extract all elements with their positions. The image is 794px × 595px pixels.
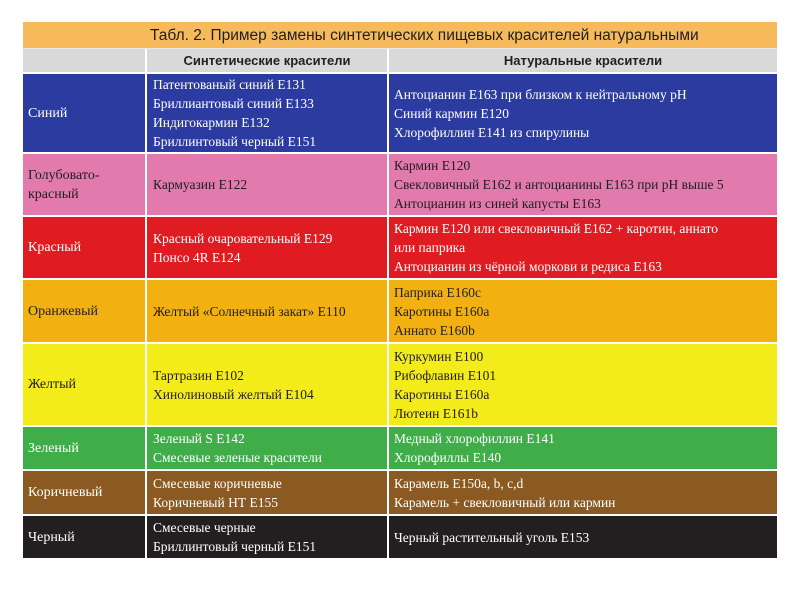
table-row: [23, 514, 777, 558]
synthetic-dyes-cell: Зеленый S Е142 Смесевые зеленые красители: [153, 431, 322, 465]
color-name-cell: Оранжевый: [28, 303, 99, 319]
synthetic-dyes-cell: Красный очаровательный Е129 Понсо 4R Е124: [153, 230, 333, 265]
natural-dyes-cell: Медный хлорофиллин Е141 Хлорофиллы Е140: [394, 431, 555, 465]
synthetic-dyes-cell: Тартразин Е102 Хинолиновый желтый Е104: [153, 367, 314, 402]
color-name-cell: Черный: [28, 529, 75, 545]
color-name-cell: Желтый: [28, 377, 77, 392]
color-name-cell: Красный: [28, 240, 82, 255]
header-synthetic: Синтетические красители: [145, 49, 387, 72]
natural-dyes-cell: Антоцианин Е163 при близком к нейтральному pH Синий кармин Е120 Хлорофиллин Е141 из спирулины: [394, 86, 687, 140]
synthetic-dyes-cell: Патентованый синий Е131 Бриллиантовый синий Е133 Индигокармин Е132 Бриллинтовый черный Е151: [153, 77, 317, 149]
table-row: [23, 425, 777, 469]
natural-dyes-cell: Паприка Е160с Каротины Е160а Аннато Е160b: [394, 284, 490, 338]
table-row: [23, 152, 777, 215]
header-natural: Натуральные красители: [387, 49, 777, 72]
synthetic-dyes-cell: Желтый «Солнечный закат» Е110: [153, 303, 346, 319]
natural-dyes-cell: Карамель Е150а, b, c,d Карамель + свекловичный или кармин: [394, 475, 616, 510]
table-title: Табл. 2. Пример замены синтетических пищевых красителей натуральными: [23, 22, 777, 49]
table-header: [23, 49, 777, 72]
dyes-table: [23, 22, 777, 565]
table-row: [23, 72, 777, 152]
table-row: [23, 342, 777, 425]
color-name-cell: Синий: [28, 105, 68, 121]
natural-dyes-cell: Кармин Е120 или свекловичный Е162 + каротин, аннато или паприка Антоцианин из чёрной моркови и редиса Е163: [394, 221, 718, 274]
natural-dyes-cell: Куркумин Е100 Рибофлавин Е101 Каротины Е160а Лютеин Е161b: [394, 348, 497, 421]
table-row: [23, 215, 777, 278]
color-name-cell: Голубовато- красный: [28, 167, 100, 202]
synthetic-dyes-cell: Кармуазин Е122: [153, 177, 248, 192]
natural-dyes-cell: Черный растительный уголь Е153: [394, 529, 590, 545]
color-name-cell: Зеленый: [28, 440, 79, 456]
table-row: [23, 278, 777, 342]
synthetic-dyes-cell: Смесевые черные Бриллинтовый черный Е151: [153, 520, 317, 554]
table-row: [23, 469, 777, 514]
color-name-cell: Коричневый: [28, 485, 103, 500]
natural-dyes-cell: Кармин Е120 Свекловичный Е162 и антоцианины Е163 при pH выше 5 Антоцианин из синей капусты Е163: [394, 158, 724, 211]
header-color: [23, 49, 145, 72]
synthetic-dyes-cell: Смесевые коричневые Коричневый НТ Е155: [153, 475, 282, 510]
